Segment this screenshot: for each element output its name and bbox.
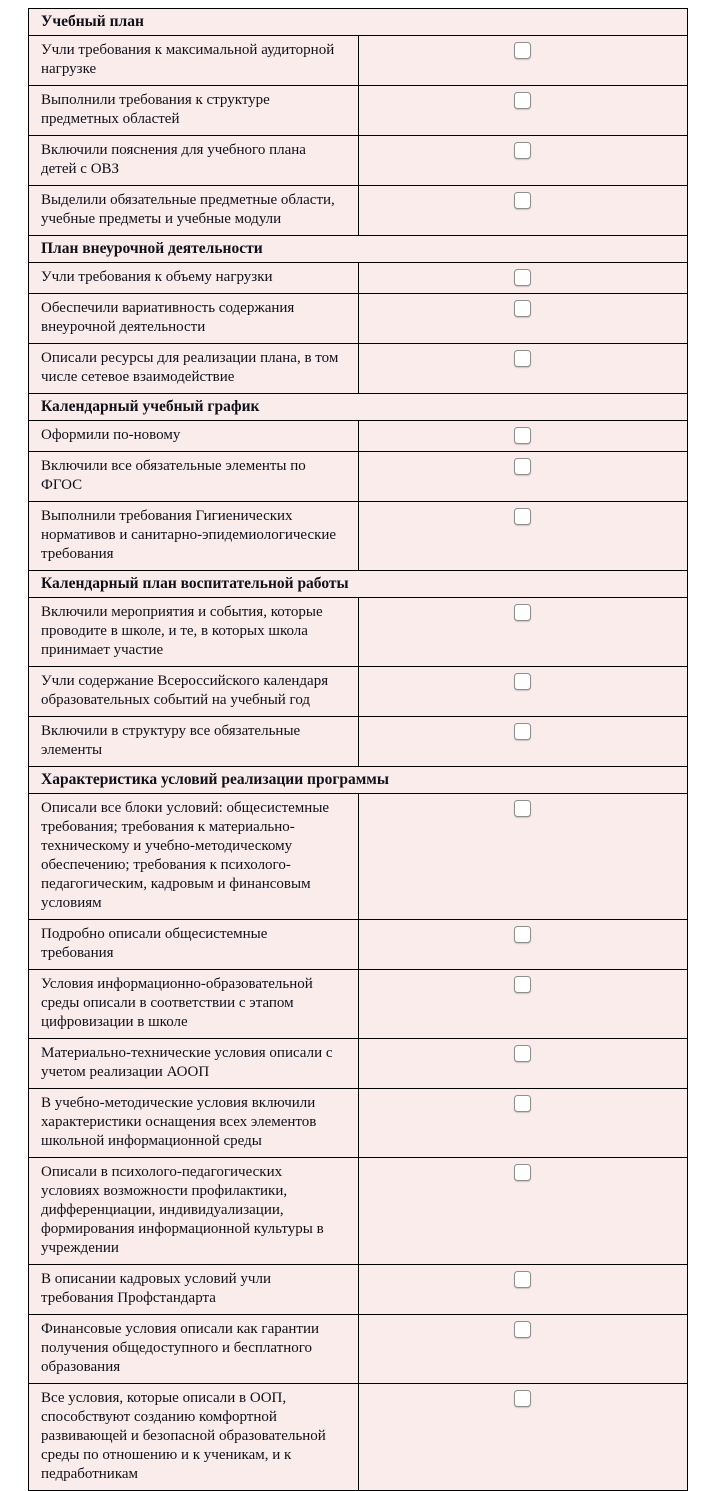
checklist-item-text: Описали все блоки условий: общесистемные требования; требования к материально-техническому и учебно-методическому обеспечению; требования к психолого-педагогическим, кадровым и финансовым условиям (29, 794, 359, 920)
checkbox[interactable] (514, 508, 531, 525)
section-header-row (29, 9, 688, 36)
checklist-row (29, 86, 688, 136)
checklist-row (29, 294, 688, 344)
checkbox-cell (358, 86, 688, 136)
checklist-item-text: Учли требования к максимальной аудиторной нагрузке (29, 36, 359, 86)
checkbox-cell (358, 1265, 688, 1315)
checklist-item-text: Финансовые условия описали как гарантии получения общедоступного и бесплатного образования (29, 1315, 359, 1384)
checkbox-cell (358, 1315, 688, 1384)
section-title: Учебный план (29, 9, 688, 36)
checklist-item-text: Оформили по-новому (29, 421, 359, 452)
checkbox[interactable] (514, 673, 531, 690)
checklist-item-text: Материально-технические условия описали с учетом реализации АООП (29, 1039, 359, 1089)
checklist-row (29, 36, 688, 86)
checklist-item-text: Описали в психолого-педагогических условиях возможности профилактики, дифференциации, индивидуализации, формирования информационной культуры в учреждении (29, 1158, 359, 1265)
checkbox-cell (358, 794, 688, 920)
checkbox[interactable] (514, 1164, 531, 1181)
checkbox-cell (358, 1039, 688, 1089)
checklist-row (29, 920, 688, 970)
checklist-row (29, 1158, 688, 1265)
checklist-row (29, 598, 688, 667)
checkbox[interactable] (514, 192, 531, 209)
checklist-item-text: В учебно-методические условия включили характеристики оснащения всех элементов школьной информационной среды (29, 1089, 359, 1158)
checklist-item-text: Все условия, которые описали в ООП, способствуют созданию комфортной развивающей и безопасной образовательной среды по отношению и к ученикам, и к педработникам (29, 1384, 359, 1491)
checkbox-cell (358, 598, 688, 667)
checkbox[interactable] (514, 269, 531, 286)
checklist-item-text: Выполнили требования Гигиенических нормативов и санитарно-эпидемиологические требования (29, 502, 359, 571)
checklist-item-text: Выделили обязательные предметные области, учебные предметы и учебные модули (29, 186, 359, 236)
checkbox[interactable] (514, 458, 531, 475)
checkbox-cell (358, 344, 688, 394)
checkbox-cell (358, 452, 688, 502)
checkbox-cell (358, 294, 688, 344)
checklist-row (29, 794, 688, 920)
checklist-item-text: Учли требования к объему нагрузки (29, 263, 359, 294)
section-header-row (29, 767, 688, 794)
checkbox-cell (358, 920, 688, 970)
checklist-row (29, 1265, 688, 1315)
checklist-row (29, 1315, 688, 1384)
checkbox[interactable] (514, 1271, 531, 1288)
checklist-row (29, 1089, 688, 1158)
checkbox-cell (358, 186, 688, 236)
checkbox[interactable] (514, 92, 531, 109)
section-header-row (29, 571, 688, 598)
checkbox[interactable] (514, 42, 531, 59)
checklist-item-text: Обеспечили вариативность содержания внеурочной деятельности (29, 294, 359, 344)
checkbox[interactable] (514, 604, 531, 621)
checklist-item-text: Подробно описали общесистемные требования (29, 920, 359, 970)
checklist-item-text: Включили мероприятия и события, которые проводите в школе, и те, в которых школа принимает участие (29, 598, 359, 667)
checklist-item-text: Включили в структуру все обязательные элементы (29, 717, 359, 767)
checklist-row (29, 421, 688, 452)
checkbox-cell (358, 1384, 688, 1491)
checklist-item-text: Выполнили требования к структуре предметных областей (29, 86, 359, 136)
checklist-row (29, 717, 688, 767)
checkbox[interactable] (514, 300, 531, 317)
section-title: Календарный учебный график (29, 394, 688, 421)
checkbox-cell (358, 1089, 688, 1158)
checklist-row (29, 1039, 688, 1089)
checkbox[interactable] (514, 800, 531, 817)
checkbox[interactable] (514, 1095, 531, 1112)
checkbox-cell (358, 36, 688, 86)
checklist-row (29, 667, 688, 717)
checkbox-cell (358, 970, 688, 1039)
checkbox-cell (358, 136, 688, 186)
checklist-row (29, 136, 688, 186)
checkbox-cell (358, 667, 688, 717)
checkbox-cell (358, 263, 688, 294)
checklist-row (29, 344, 688, 394)
checkbox[interactable] (514, 926, 531, 943)
checklist-row (29, 263, 688, 294)
section-header-row (29, 236, 688, 263)
checklist-item-text: Включили пояснения для учебного плана детей с ОВЗ (29, 136, 359, 186)
checkbox[interactable] (514, 1045, 531, 1062)
checklist-table (28, 8, 688, 1491)
checkbox[interactable] (514, 1321, 531, 1338)
checklist-row (29, 186, 688, 236)
checkbox[interactable] (514, 976, 531, 993)
checkbox-cell (358, 717, 688, 767)
checklist-body (29, 9, 688, 1491)
checklist-item-text: В описании кадровых условий учли требования Профстандарта (29, 1265, 359, 1315)
checklist-row (29, 452, 688, 502)
checkbox[interactable] (514, 142, 531, 159)
checklist-item-text: Условия информационно-образовательной среды описали в соответствии с этапом цифровизации в школе (29, 970, 359, 1039)
checklist-item-text: Описали ресурсы для реализации плана, в том числе сетевое взаимодействие (29, 344, 359, 394)
checkbox[interactable] (514, 1390, 531, 1407)
section-header-row (29, 394, 688, 421)
section-title: Характеристика условий реализации программы (29, 767, 688, 794)
checkbox-cell (358, 502, 688, 571)
checkbox[interactable] (514, 427, 531, 444)
checklist-row (29, 502, 688, 571)
checklist-row (29, 1384, 688, 1491)
section-title: План внеурочной деятельности (29, 236, 688, 263)
checkbox[interactable] (514, 350, 531, 367)
checkbox[interactable] (514, 723, 531, 740)
section-title: Календарный план воспитательной работы (29, 571, 688, 598)
checkbox-cell (358, 421, 688, 452)
checklist-row (29, 970, 688, 1039)
checklist-item-text: Учли содержание Всероссийского календаря образовательных событий на учебный год (29, 667, 359, 717)
checkbox-cell (358, 1158, 688, 1265)
checklist-item-text: Включили все обязательные элементы по ФГОС (29, 452, 359, 502)
